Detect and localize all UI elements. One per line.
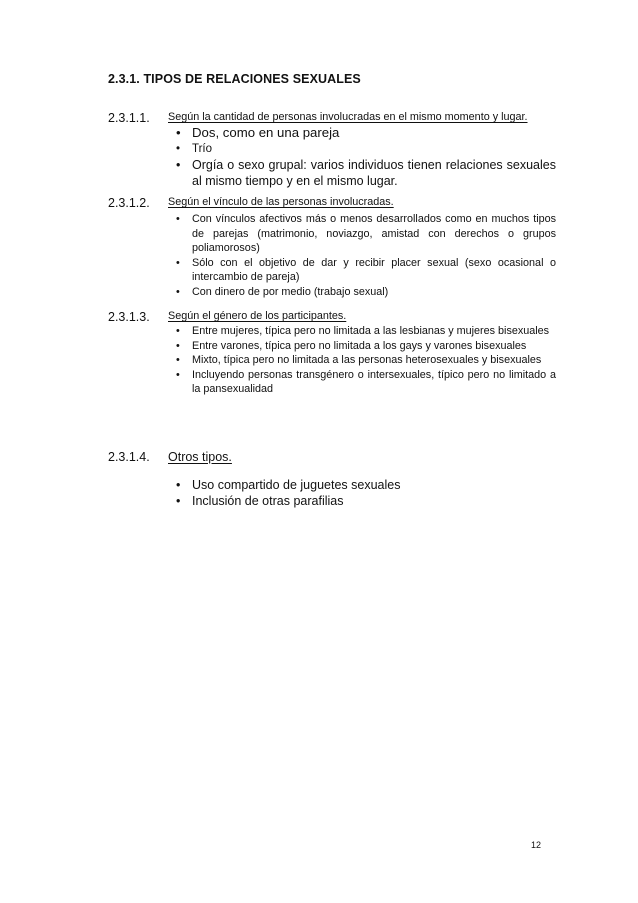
list-item: • Inclusión de otras parafilias bbox=[168, 493, 556, 509]
list-item: • Mixto, típica pero no limitada a las personas heterosexuales y bisexuales bbox=[168, 353, 556, 368]
page-number: 12 bbox=[531, 840, 542, 850]
subsection-number: 2.3.1.4. bbox=[108, 450, 150, 464]
subsection-number: 2.3.1.3. bbox=[108, 310, 150, 324]
list-item: • Entre varones, típica pero no limitada a los gays y varones bisexuales bbox=[168, 339, 556, 354]
subsection-heading: Otros tipos. bbox=[168, 450, 232, 464]
item-list bbox=[168, 125, 556, 189]
list-item: • Entre mujeres, típica pero no limitada a las lesbianas y mujeres bisexuales bbox=[168, 324, 556, 339]
subsection-heading: Según el vínculo de las personas involucradas. bbox=[168, 196, 394, 208]
subsection-heading: Según el género de los participantes. bbox=[168, 310, 347, 322]
list-item: • Con dinero de por medio (trabajo sexual) bbox=[168, 285, 556, 300]
list-item: • Sólo con el objetivo de dar y recibir placer sexual (sexo ocasional o intercambio de pareja) bbox=[168, 256, 556, 285]
list-item: • Incluyendo personas transgénero o intersexuales, típico pero no limitado a la pansexualidad bbox=[168, 368, 556, 397]
list-item: • Con vínculos afectivos más o menos desarrollados como en muchos tipos de parejas (matrimonio, noviazgo, amistad con derechos o grupos poliamorosos) bbox=[168, 212, 556, 256]
list-item: • Orgía o sexo grupal: varios individuos tienen relaciones sexuales al mismo tiempo y en el mismo lugar. bbox=[168, 157, 556, 189]
item-list bbox=[168, 477, 556, 509]
list-item: • Trío bbox=[168, 141, 556, 157]
list-item: • Uso compartido de juguetes sexuales bbox=[168, 477, 556, 493]
list-item: • Dos, como en una pareja bbox=[168, 125, 556, 141]
section-title: 2.3.1. TIPOS DE RELACIONES SEXUALES bbox=[108, 72, 361, 86]
subsection-heading: Según la cantidad de personas involucradas en el mismo momento y lugar. bbox=[168, 111, 528, 123]
item-list bbox=[168, 212, 556, 299]
item-list bbox=[168, 324, 556, 397]
subsection-number: 2.3.1.2. bbox=[108, 196, 150, 210]
subsection-number: 2.3.1.1. bbox=[108, 111, 150, 125]
